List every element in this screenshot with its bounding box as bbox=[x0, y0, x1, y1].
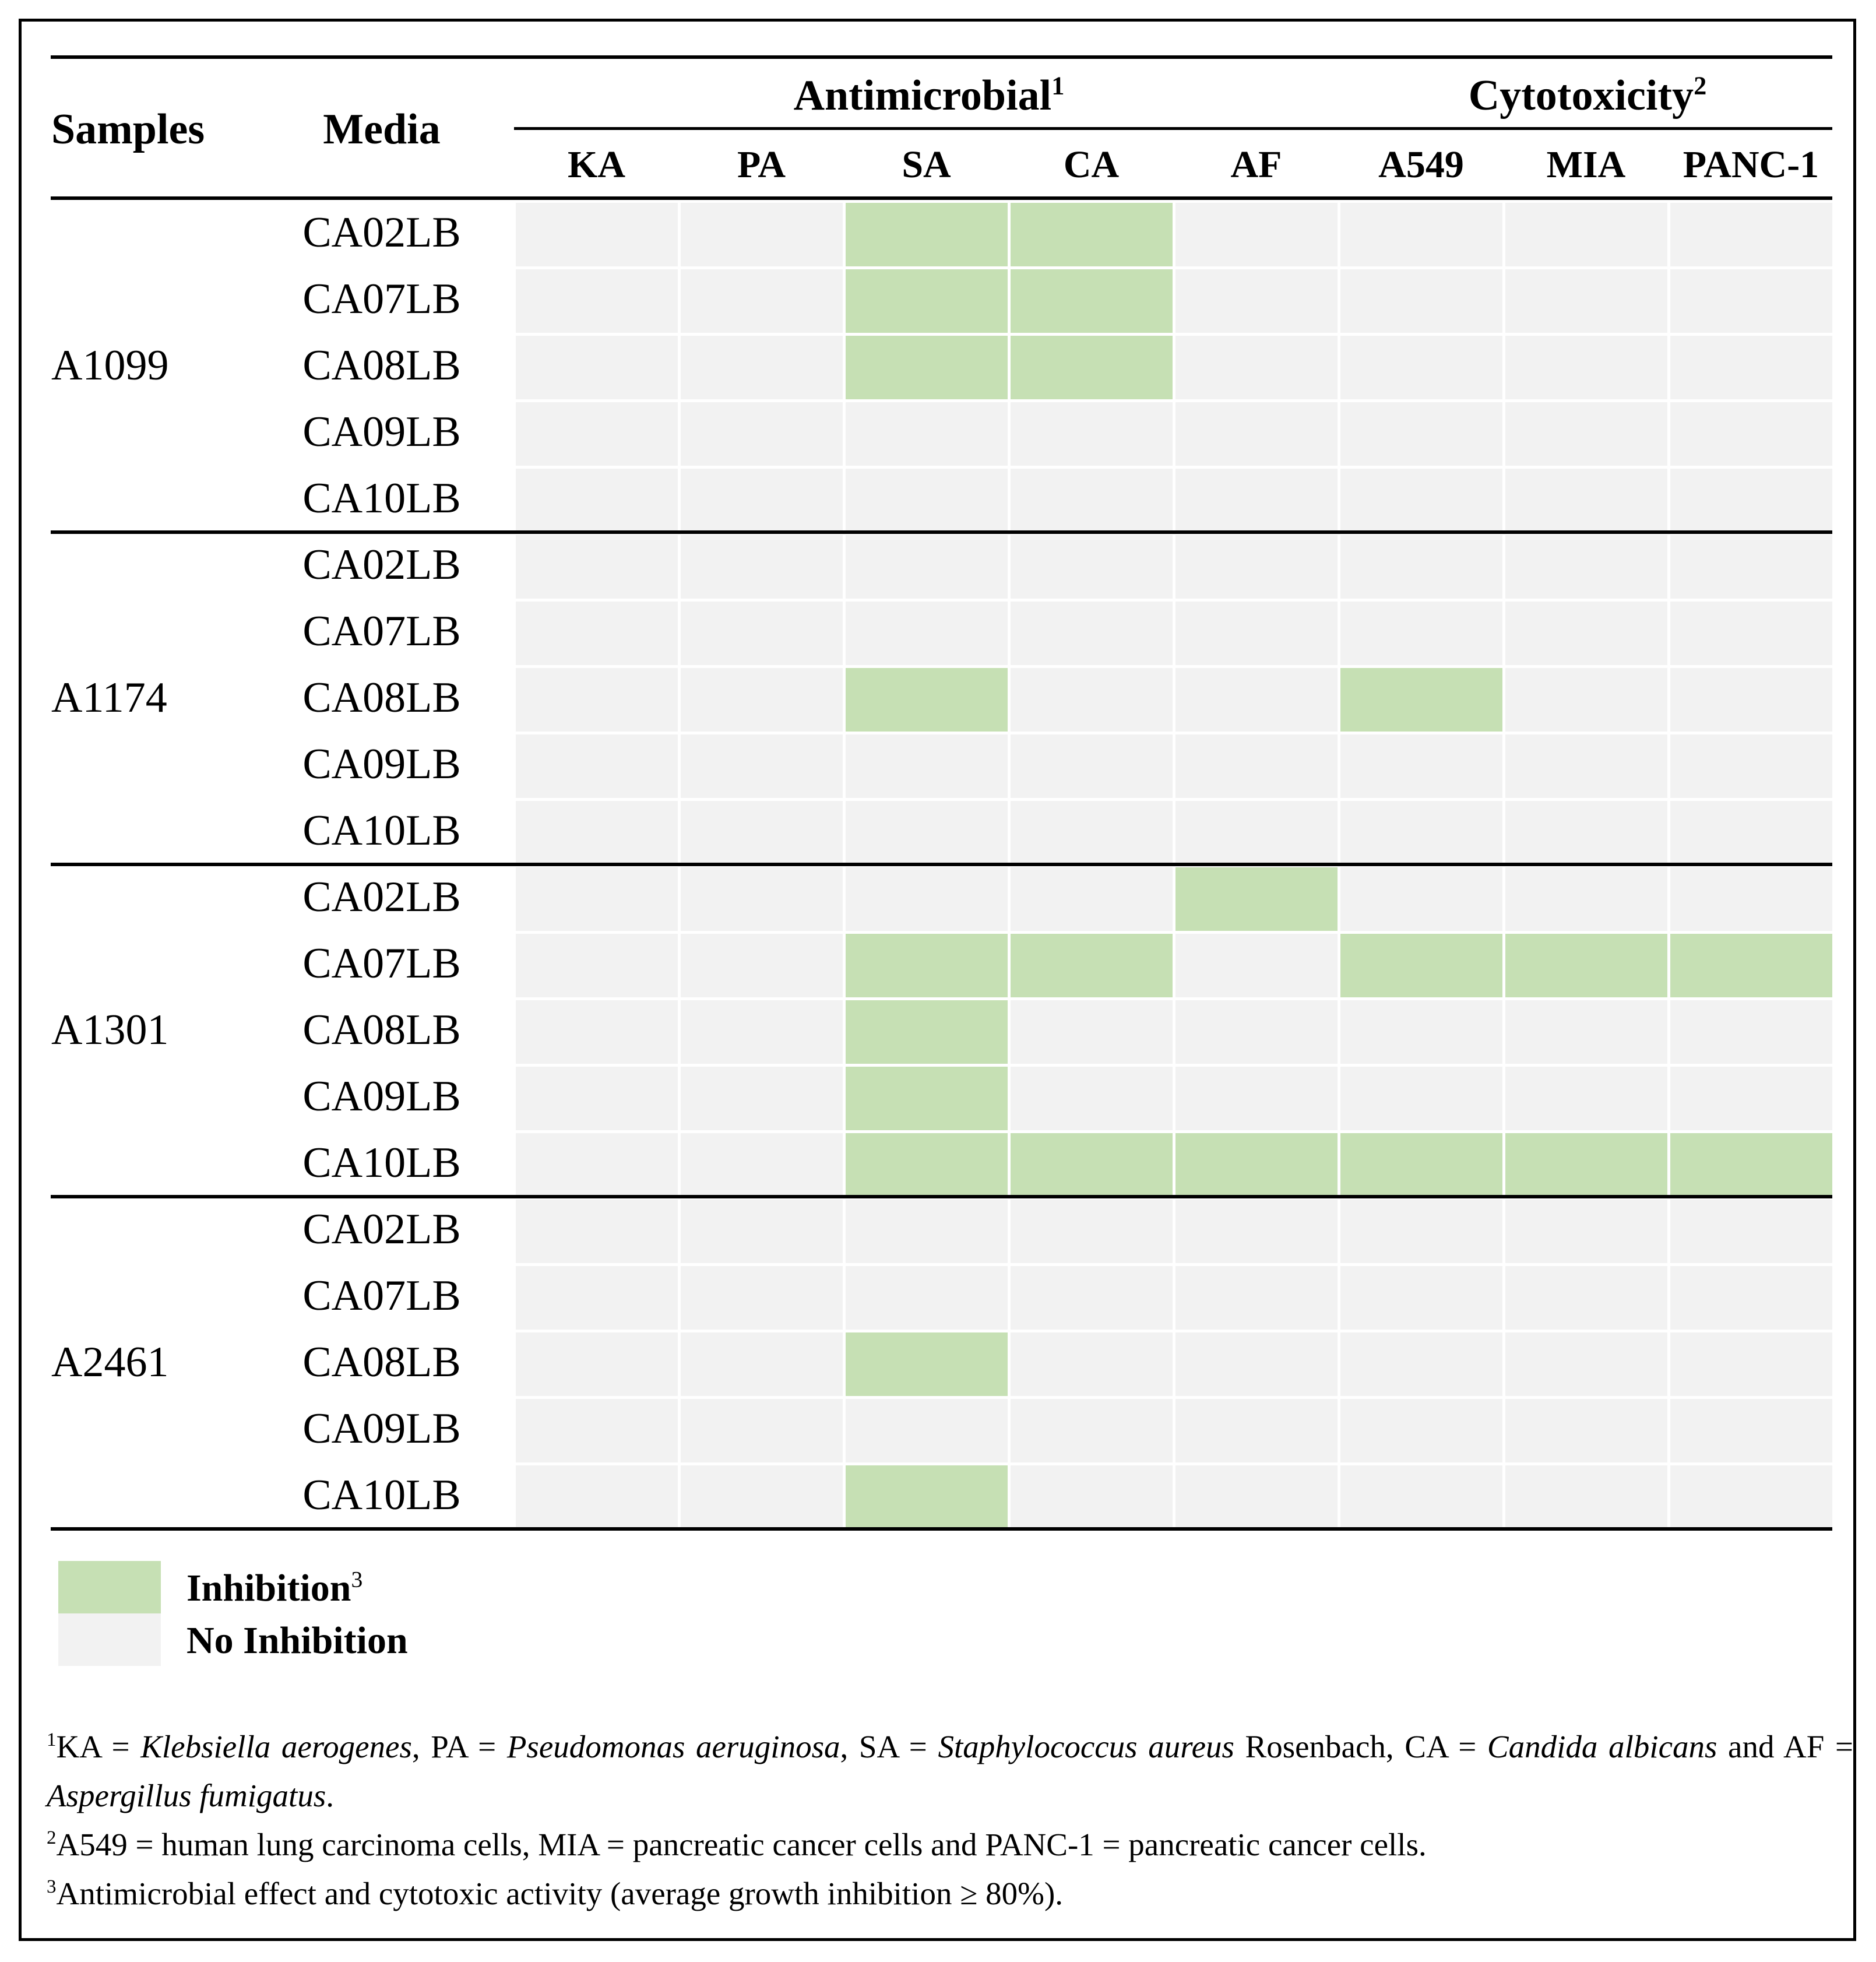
cell-inhibition bbox=[1340, 668, 1502, 732]
legend-inhibition-label bbox=[186, 1567, 362, 1610]
cell-no-inhibition bbox=[516, 602, 678, 665]
cell-no-inhibition bbox=[681, 269, 843, 333]
fn1-text-4: Rosenbach, CA = bbox=[1234, 1729, 1487, 1764]
antimicrobial-label: Antimicrobial bbox=[793, 72, 1052, 119]
footnotes bbox=[47, 1722, 1853, 1918]
cell-no-inhibition bbox=[1505, 535, 1667, 599]
media-label: CA07LB bbox=[302, 607, 461, 655]
cell-no-inhibition bbox=[1175, 602, 1338, 665]
cell-no-inhibition bbox=[1340, 402, 1502, 466]
group-separator-rule bbox=[51, 530, 1832, 534]
cell-no-inhibition bbox=[516, 469, 678, 532]
cell-no-inhibition bbox=[681, 1399, 843, 1462]
sample-label: A1301 bbox=[51, 1006, 169, 1054]
media-label: CA02LB bbox=[302, 873, 461, 921]
cell-inhibition bbox=[846, 336, 1008, 399]
cell-no-inhibition bbox=[516, 1133, 678, 1197]
cell-no-inhibition bbox=[1505, 203, 1667, 266]
cell-no-inhibition bbox=[1340, 1266, 1502, 1330]
fn1-species-1: Klebsiella aerogenes bbox=[140, 1729, 412, 1764]
media-label: CA02LB bbox=[302, 541, 461, 589]
cell-no-inhibition bbox=[846, 469, 1008, 532]
cell-no-inhibition bbox=[681, 801, 843, 864]
column-header: AF bbox=[1230, 143, 1282, 186]
cell-inhibition bbox=[846, 668, 1008, 732]
column-header: PA bbox=[737, 143, 786, 186]
cell-inhibition bbox=[1011, 336, 1173, 399]
media-label: CA08LB bbox=[302, 1006, 461, 1054]
cell-no-inhibition bbox=[516, 1266, 678, 1330]
media-label: CA07LB bbox=[302, 275, 461, 323]
header-bottom-rule bbox=[51, 196, 1832, 200]
cytotoxicity-label: Cytotoxicity bbox=[1468, 72, 1694, 119]
fn1-text-6: . bbox=[326, 1778, 334, 1813]
legend-inhibition-text: Inhibition bbox=[186, 1567, 351, 1609]
cell-no-inhibition bbox=[1175, 1332, 1338, 1396]
cell-no-inhibition bbox=[1175, 336, 1338, 399]
table-bottom-rule bbox=[51, 1527, 1832, 1531]
cell-no-inhibition bbox=[846, 801, 1008, 864]
cell-inhibition bbox=[1175, 1133, 1338, 1197]
cell-no-inhibition bbox=[1505, 1000, 1667, 1064]
cell-no-inhibition bbox=[681, 1465, 843, 1529]
cell-no-inhibition bbox=[1505, 1067, 1667, 1130]
cell-no-inhibition bbox=[516, 1399, 678, 1462]
footnote-3 bbox=[47, 1869, 1853, 1918]
fn1-text-1: KA = bbox=[56, 1729, 141, 1764]
cell-no-inhibition bbox=[1011, 1266, 1173, 1330]
cell-no-inhibition bbox=[1011, 1399, 1173, 1462]
cell-no-inhibition bbox=[1505, 469, 1667, 532]
cell-no-inhibition bbox=[516, 336, 678, 399]
legend-inhibition-swatch bbox=[58, 1561, 161, 1613]
cell-no-inhibition bbox=[1340, 1000, 1502, 1064]
cell-inhibition bbox=[1011, 934, 1173, 997]
legend-no-inhibition-swatch bbox=[58, 1613, 161, 1666]
cell-no-inhibition bbox=[1175, 734, 1338, 798]
cell-no-inhibition bbox=[1175, 203, 1338, 266]
cell-no-inhibition bbox=[1175, 1000, 1338, 1064]
media-label: CA10LB bbox=[302, 1471, 461, 1519]
cell-no-inhibition bbox=[1340, 602, 1502, 665]
cell-no-inhibition bbox=[516, 1332, 678, 1396]
cell-no-inhibition bbox=[1505, 734, 1667, 798]
cell-inhibition bbox=[846, 269, 1008, 333]
fn1-species-4: Candida albicans bbox=[1487, 1729, 1717, 1764]
cell-no-inhibition bbox=[1505, 1465, 1667, 1529]
cell-no-inhibition bbox=[1340, 801, 1502, 864]
cell-no-inhibition bbox=[1670, 469, 1832, 532]
cell-inhibition bbox=[846, 1067, 1008, 1130]
cell-no-inhibition bbox=[516, 1465, 678, 1529]
cell-no-inhibition bbox=[1011, 1000, 1173, 1064]
cell-no-inhibition bbox=[516, 734, 678, 798]
cell-no-inhibition bbox=[1011, 801, 1173, 864]
cell-no-inhibition bbox=[1505, 801, 1667, 864]
cell-no-inhibition bbox=[681, 1200, 843, 1263]
cell-no-inhibition bbox=[1175, 1200, 1338, 1263]
cell-no-inhibition bbox=[681, 336, 843, 399]
cell-no-inhibition bbox=[681, 1067, 843, 1130]
cell-no-inhibition bbox=[681, 1000, 843, 1064]
cell-no-inhibition bbox=[1011, 1332, 1173, 1396]
cell-no-inhibition bbox=[1670, 734, 1832, 798]
samples-header: Samples bbox=[51, 106, 205, 153]
cell-no-inhibition bbox=[1011, 1067, 1173, 1130]
cell-inhibition bbox=[1505, 1133, 1667, 1197]
cell-no-inhibition bbox=[1670, 668, 1832, 732]
cell-no-inhibition bbox=[1340, 1067, 1502, 1130]
cell-inhibition bbox=[846, 203, 1008, 266]
cell-no-inhibition bbox=[1340, 203, 1502, 266]
media-label: CA10LB bbox=[302, 474, 461, 522]
footnote-1-mark: 1 bbox=[47, 1729, 57, 1751]
legend-inhibition-footnote-mark: 3 bbox=[351, 1566, 363, 1592]
cell-no-inhibition bbox=[846, 867, 1008, 931]
column-header: KA bbox=[568, 143, 625, 186]
cell-no-inhibition bbox=[1175, 535, 1338, 599]
media-label: CA10LB bbox=[302, 807, 461, 855]
antimicrobial-footnote-mark: 1 bbox=[1051, 71, 1065, 100]
cell-no-inhibition bbox=[1505, 668, 1667, 732]
cell-inhibition bbox=[1011, 1133, 1173, 1197]
footnote-2-text: A549 = human lung carcinoma cells, MIA = pancreatic cancer cells and PANC-1 = pancreatic cancer cells. bbox=[56, 1827, 1427, 1862]
cell-no-inhibition bbox=[1011, 535, 1173, 599]
cell-no-inhibition bbox=[1011, 402, 1173, 466]
cell-no-inhibition bbox=[516, 1200, 678, 1263]
footnote-3-mark: 3 bbox=[47, 1876, 57, 1898]
fn1-species-3: Staphylococcus aureus bbox=[938, 1729, 1234, 1764]
cell-inhibition bbox=[1505, 934, 1667, 997]
cell-inhibition bbox=[846, 1332, 1008, 1396]
cell-no-inhibition bbox=[516, 867, 678, 931]
antimicrobial-header bbox=[515, 71, 1343, 119]
sample-label: A1174 bbox=[51, 674, 167, 722]
column-header: CA bbox=[1063, 143, 1120, 186]
media-header: Media bbox=[323, 106, 441, 153]
media-label: CA09LB bbox=[302, 1073, 461, 1120]
cell-no-inhibition bbox=[1670, 602, 1832, 665]
cell-no-inhibition bbox=[681, 469, 843, 532]
cell-no-inhibition bbox=[846, 535, 1008, 599]
media-label: CA09LB bbox=[302, 740, 461, 788]
cell-no-inhibition bbox=[846, 1266, 1008, 1330]
cell-no-inhibition bbox=[1340, 535, 1502, 599]
cell-no-inhibition bbox=[516, 535, 678, 599]
cell-no-inhibition bbox=[1340, 336, 1502, 399]
cell-no-inhibition bbox=[846, 1200, 1008, 1263]
cell-no-inhibition bbox=[1670, 1067, 1832, 1130]
cell-no-inhibition bbox=[1011, 1465, 1173, 1529]
cell-no-inhibition bbox=[681, 867, 843, 931]
cell-no-inhibition bbox=[1505, 1399, 1667, 1462]
cell-no-inhibition bbox=[681, 1266, 843, 1330]
cell-no-inhibition bbox=[1340, 1332, 1502, 1396]
media-label: CA07LB bbox=[302, 940, 461, 987]
cell-no-inhibition bbox=[1340, 469, 1502, 532]
cell-no-inhibition bbox=[1011, 1200, 1173, 1263]
cell-no-inhibition bbox=[1340, 1465, 1502, 1529]
cell-no-inhibition bbox=[681, 402, 843, 466]
cell-no-inhibition bbox=[516, 269, 678, 333]
footnote-1 bbox=[47, 1722, 1853, 1820]
cell-no-inhibition bbox=[1340, 1399, 1502, 1462]
fn1-species-2: Pseudomonas aeruginosa bbox=[506, 1729, 840, 1764]
cell-no-inhibition bbox=[1670, 1399, 1832, 1462]
cell-no-inhibition bbox=[846, 602, 1008, 665]
cell-no-inhibition bbox=[1670, 1200, 1832, 1263]
cell-no-inhibition bbox=[681, 535, 843, 599]
cell-inhibition bbox=[846, 1133, 1008, 1197]
footnote-2 bbox=[47, 1820, 1853, 1869]
group-header-rule bbox=[514, 127, 1832, 130]
column-header: MIA bbox=[1546, 143, 1626, 186]
cell-no-inhibition bbox=[1670, 1000, 1832, 1064]
cell-no-inhibition bbox=[1505, 1332, 1667, 1396]
cell-no-inhibition bbox=[846, 1399, 1008, 1462]
cell-no-inhibition bbox=[1175, 1266, 1338, 1330]
group-separator-rule bbox=[51, 1195, 1832, 1198]
cell-no-inhibition bbox=[1340, 734, 1502, 798]
sample-label: A1099 bbox=[51, 342, 169, 389]
column-header: PANC-1 bbox=[1683, 143, 1819, 186]
cell-no-inhibition bbox=[1340, 269, 1502, 333]
cell-no-inhibition bbox=[1670, 336, 1832, 399]
fn1-text-5: and AF = bbox=[1717, 1729, 1854, 1764]
cell-no-inhibition bbox=[1670, 269, 1832, 333]
cell-no-inhibition bbox=[516, 203, 678, 266]
cell-no-inhibition bbox=[681, 203, 843, 266]
cell-inhibition bbox=[1340, 934, 1502, 997]
cell-no-inhibition bbox=[1011, 734, 1173, 798]
cell-no-inhibition bbox=[1011, 867, 1173, 931]
cell-no-inhibition bbox=[681, 1133, 843, 1197]
cell-no-inhibition bbox=[846, 402, 1008, 466]
media-label: CA10LB bbox=[302, 1139, 461, 1187]
column-header: A549 bbox=[1378, 143, 1464, 186]
cell-no-inhibition bbox=[516, 1067, 678, 1130]
cytotoxicity-header bbox=[1343, 71, 1832, 119]
cell-no-inhibition bbox=[1175, 801, 1338, 864]
legend-no-inhibition-label: No Inhibition bbox=[186, 1619, 408, 1662]
cell-inhibition bbox=[846, 1000, 1008, 1064]
cell-no-inhibition bbox=[1175, 934, 1338, 997]
cell-no-inhibition bbox=[1011, 469, 1173, 532]
cytotoxicity-footnote-mark: 2 bbox=[1694, 71, 1707, 100]
cell-no-inhibition bbox=[1505, 1200, 1667, 1263]
cell-no-inhibition bbox=[681, 668, 843, 732]
cell-no-inhibition bbox=[681, 1332, 843, 1396]
media-label: CA08LB bbox=[302, 1338, 461, 1386]
cell-no-inhibition bbox=[1175, 668, 1338, 732]
cell-no-inhibition bbox=[1505, 402, 1667, 466]
cell-inhibition bbox=[1670, 1133, 1832, 1197]
cell-inhibition bbox=[846, 934, 1008, 997]
cell-no-inhibition bbox=[516, 801, 678, 864]
cell-no-inhibition bbox=[516, 1000, 678, 1064]
media-label: CA08LB bbox=[302, 674, 461, 722]
cell-no-inhibition bbox=[1175, 469, 1338, 532]
cell-inhibition bbox=[1175, 867, 1338, 931]
column-header: SA bbox=[902, 143, 951, 186]
cell-inhibition bbox=[846, 1465, 1008, 1529]
cell-no-inhibition bbox=[681, 734, 843, 798]
fn1-text-3: , SA = bbox=[840, 1729, 938, 1764]
media-label: CA09LB bbox=[302, 408, 461, 456]
cell-no-inhibition bbox=[516, 668, 678, 732]
cell-no-inhibition bbox=[516, 402, 678, 466]
cell-no-inhibition bbox=[1175, 402, 1338, 466]
media-label: CA07LB bbox=[302, 1272, 461, 1320]
cell-no-inhibition bbox=[1011, 668, 1173, 732]
media-label: CA02LB bbox=[302, 1205, 461, 1253]
cell-no-inhibition bbox=[1175, 269, 1338, 333]
cell-no-inhibition bbox=[1505, 1266, 1667, 1330]
cell-no-inhibition bbox=[1670, 1332, 1832, 1396]
cell-inhibition bbox=[1011, 203, 1173, 266]
cell-no-inhibition bbox=[1670, 867, 1832, 931]
cell-no-inhibition bbox=[1670, 801, 1832, 864]
cell-no-inhibition bbox=[1340, 867, 1502, 931]
cell-no-inhibition bbox=[1175, 1067, 1338, 1130]
cell-inhibition bbox=[1340, 1133, 1502, 1197]
footnote-3-text: Antimicrobial effect and cytotoxic activity (average growth inhibition ≥ 80%). bbox=[56, 1876, 1064, 1911]
cell-no-inhibition bbox=[846, 734, 1008, 798]
cell-no-inhibition bbox=[1670, 203, 1832, 266]
cell-no-inhibition bbox=[1340, 1200, 1502, 1263]
cell-no-inhibition bbox=[1670, 402, 1832, 466]
cell-no-inhibition bbox=[516, 934, 678, 997]
sample-label: A2461 bbox=[51, 1338, 169, 1386]
fn1-species-5: Aspergillus fumigatus bbox=[47, 1778, 326, 1813]
cell-no-inhibition bbox=[681, 602, 843, 665]
cell-inhibition bbox=[1011, 269, 1173, 333]
cell-no-inhibition bbox=[1505, 269, 1667, 333]
cell-no-inhibition bbox=[681, 934, 843, 997]
cell-no-inhibition bbox=[1505, 867, 1667, 931]
media-label: CA08LB bbox=[302, 342, 461, 389]
cell-no-inhibition bbox=[1505, 336, 1667, 399]
cell-inhibition bbox=[1670, 934, 1832, 997]
cell-no-inhibition bbox=[1670, 1465, 1832, 1529]
group-separator-rule bbox=[51, 863, 1832, 866]
media-label: CA02LB bbox=[302, 209, 461, 256]
footnote-2-mark: 2 bbox=[47, 1827, 57, 1849]
cell-no-inhibition bbox=[1175, 1399, 1338, 1462]
cell-no-inhibition bbox=[1670, 1266, 1832, 1330]
cell-no-inhibition bbox=[1011, 602, 1173, 665]
cell-no-inhibition bbox=[1505, 602, 1667, 665]
fn1-text-2: , PA = bbox=[411, 1729, 507, 1764]
top-rule bbox=[51, 55, 1832, 59]
cell-no-inhibition bbox=[1670, 535, 1832, 599]
cell-no-inhibition bbox=[1175, 1465, 1338, 1529]
media-label: CA09LB bbox=[302, 1405, 461, 1453]
